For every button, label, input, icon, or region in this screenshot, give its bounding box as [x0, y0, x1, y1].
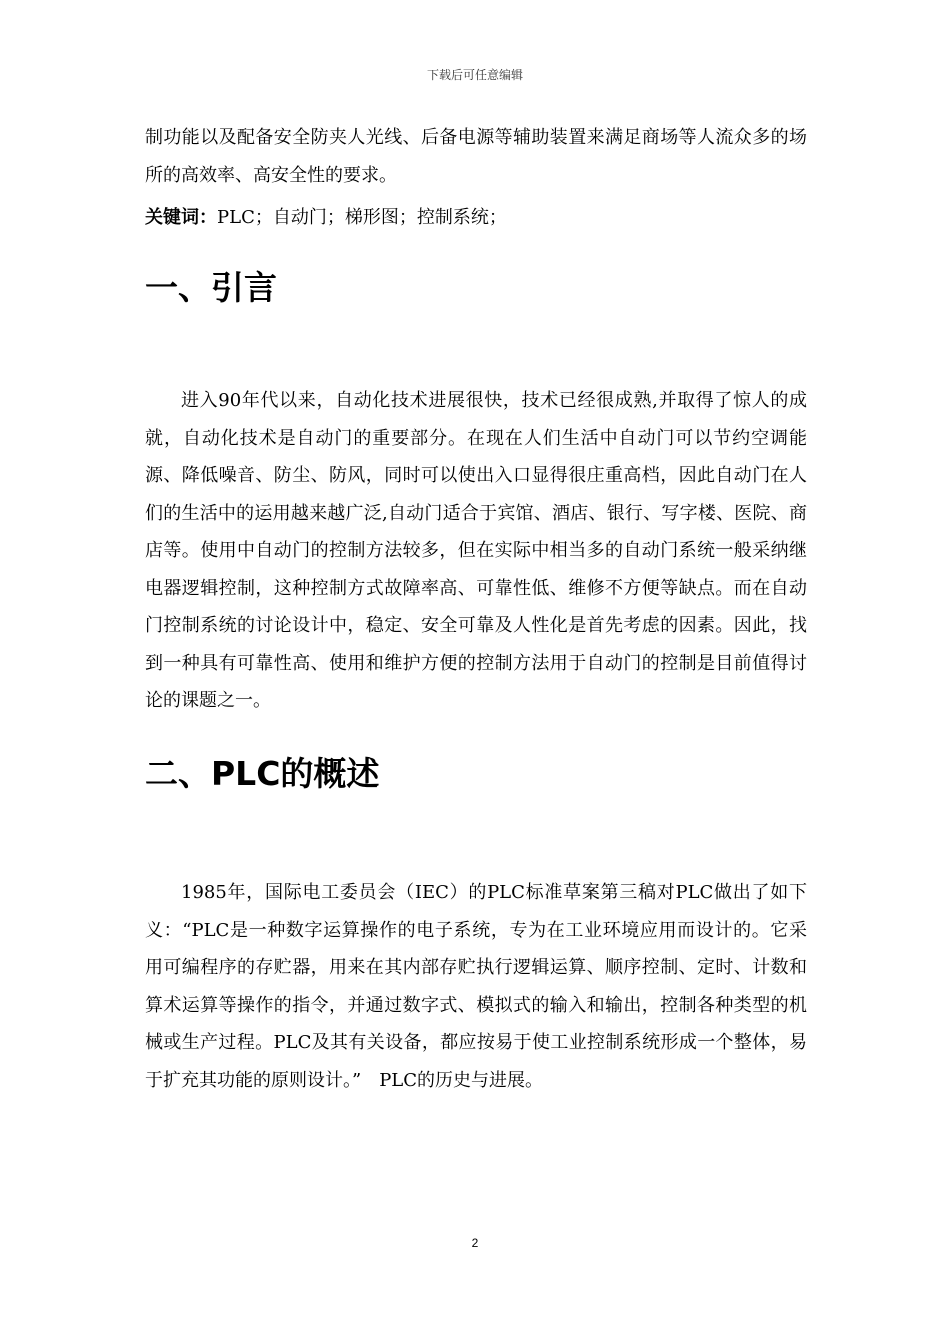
keywords-value: PLC；自动门；梯形图；控制系统；: [217, 207, 507, 228]
section-heading-plc-overview: 二、PLC的概述: [145, 754, 380, 793]
section-body-introduction-block: [145, 382, 807, 720]
section-body-plc-overview: 1985年，国际电工委员会（IEC）的PLC标准草案第三稿对PLC做出了如下义：“PLC是一种数字运算操作的电子系统，专为在工业环境应用而设计的。它采 用可编程序的存贮器，用来在其内部存贮执行逻辑运算、顺序控制、定时、计数和 算术运算等操作的指令，并通过数字式、模拟式的输入和输出，控制各种类型的机 械或生产过程。PLC及其有关设备，都应按易于使工业控制系统形成一个整体，易 于扩充其功能的原则设计。” PLC的历史与进展。: [145, 882, 825, 1091]
keywords-label: 关键词：: [145, 207, 217, 228]
page-number: 2: [471, 1236, 479, 1250]
intro-paragraph-block: [145, 119, 807, 194]
section-heading-introduction: 一、引言: [145, 268, 277, 307]
keywords-line: [145, 199, 807, 237]
intro-paragraph: 制功能以及配备安全防夹人光线、后备电源等辅助装置来满足商场等人流众多的场所的高效率、高安全性的要求。: [145, 127, 807, 186]
section-body-plc-overview-block: [145, 874, 825, 1099]
section-body-introduction: 进入90年代以来，自动化技术进展很快，技术已经很成熟,并取得了惊人的成就，自动化技术是自动门的重要部分。在现在人们生活中自动门可以节约空调能源、降低噪音、防尘、防风，同时可以使出入口显得很庄重高档，因此自动门在人们的生活中的运用越来越广泛,自动门适合于宾馆、酒店、银行、写字楼、医院、商店等。使用中自动门的控制方法较多，但在实际中相当多的自动门系统一般采纳继电器逻辑控制，这种控制方式故障率高、可靠性低、维修不方便等缺点。而在自动门控制系统的讨论设计中，稳定、安全可靠及人性化是首先考虑的因素。因此，找到一种具有可靠性高、使用和维护方便的控制方法用于自动门的控制是目前值得讨论的课题之一。: [145, 390, 807, 711]
page-header: 下载后可任意编辑: [426, 68, 523, 82]
